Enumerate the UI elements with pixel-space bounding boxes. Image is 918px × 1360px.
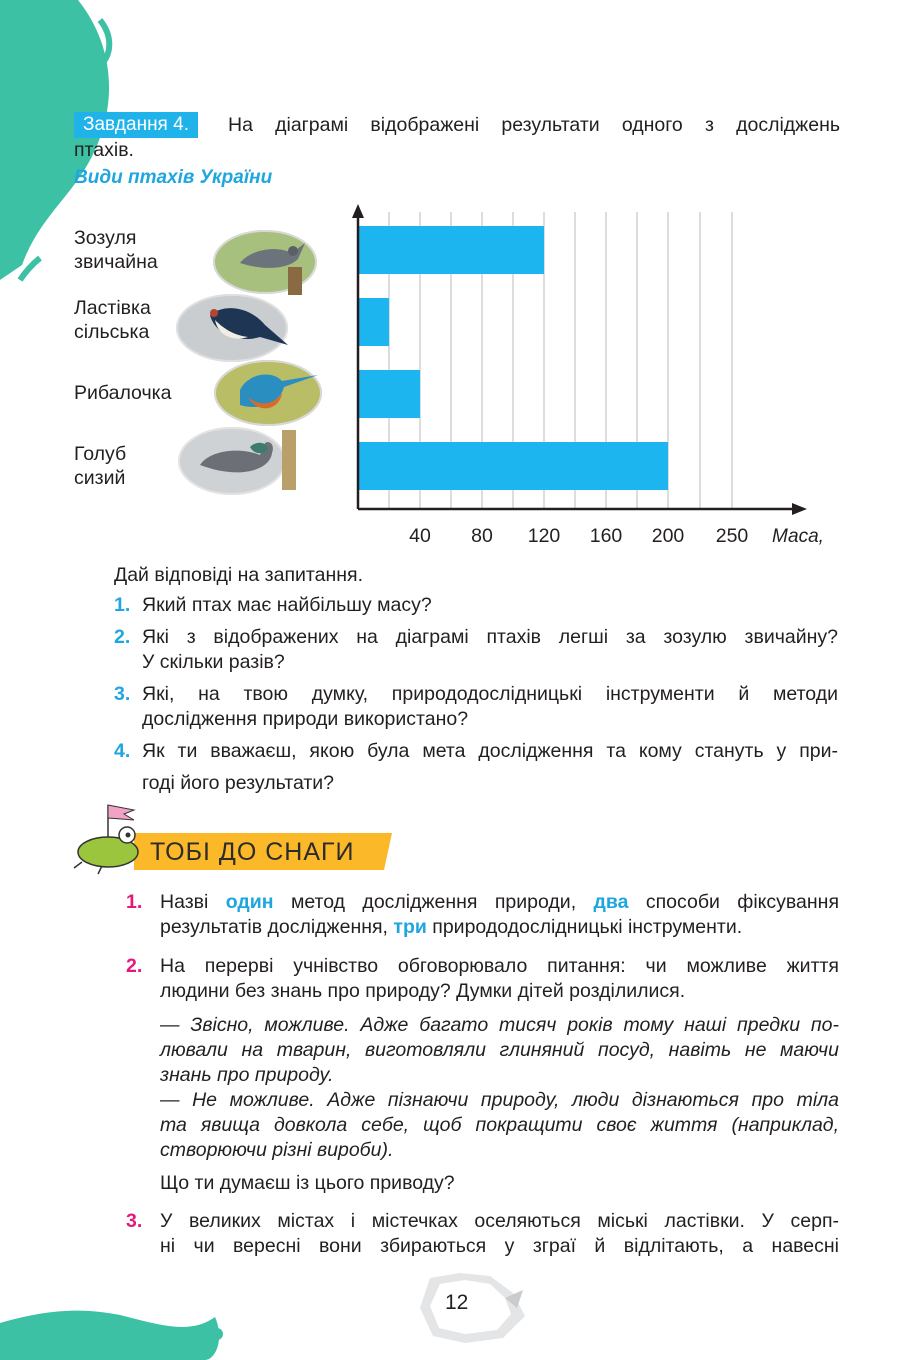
x-tick-label-0: 40: [409, 525, 431, 547]
x-tick-label-5: 250: [715, 525, 749, 547]
kingfisher-photo: [214, 360, 322, 426]
category-label-0: Зозуля звичайна: [74, 227, 158, 273]
y-axis-arrow: [352, 204, 364, 218]
bar-2: [358, 370, 420, 418]
chart-title: Види птахів України: [74, 167, 273, 188]
bar-3: [358, 442, 668, 490]
x-axis-arrow: [792, 503, 807, 515]
beetle-mascot-icon: [74, 805, 138, 874]
category-label-3: Голуб сизий: [74, 443, 127, 489]
bar-1: [358, 298, 389, 346]
bird-photos: [170, 215, 360, 505]
x-axis-label: Маса,: [772, 526, 824, 547]
swallow-photo: [176, 294, 288, 362]
x-tick-label-1: 80: [471, 525, 493, 547]
pigeon-photo: [178, 427, 296, 495]
cuckoo-photo: [213, 230, 317, 295]
questions-intro: Дай відповіді на запитання.: [114, 564, 363, 586]
x-tick-label-2: 120: [527, 525, 561, 547]
task-badge: Завдання 4.: [74, 112, 198, 138]
section-title: ТОБІ ДО СНАГИ: [150, 838, 355, 866]
task-intro-line1: На діаграмі відображені результати одного з досліджень: [228, 114, 840, 136]
page-number: 12: [445, 1291, 469, 1314]
bar-chart: [340, 198, 845, 558]
category-label-2: Рибалочка: [74, 382, 172, 404]
task-intro-line2: птахів.: [74, 139, 134, 161]
decor-wave-bottom: [0, 1285, 240, 1360]
category-label-1: Ластівка сільська: [74, 297, 151, 343]
x-tick-label-3: 160: [589, 525, 623, 547]
x-tick-labels: [409, 525, 748, 547]
page-number-badge: [405, 1268, 535, 1348]
x-tick-label-4: 200: [651, 525, 685, 547]
bar-0: [358, 226, 544, 274]
